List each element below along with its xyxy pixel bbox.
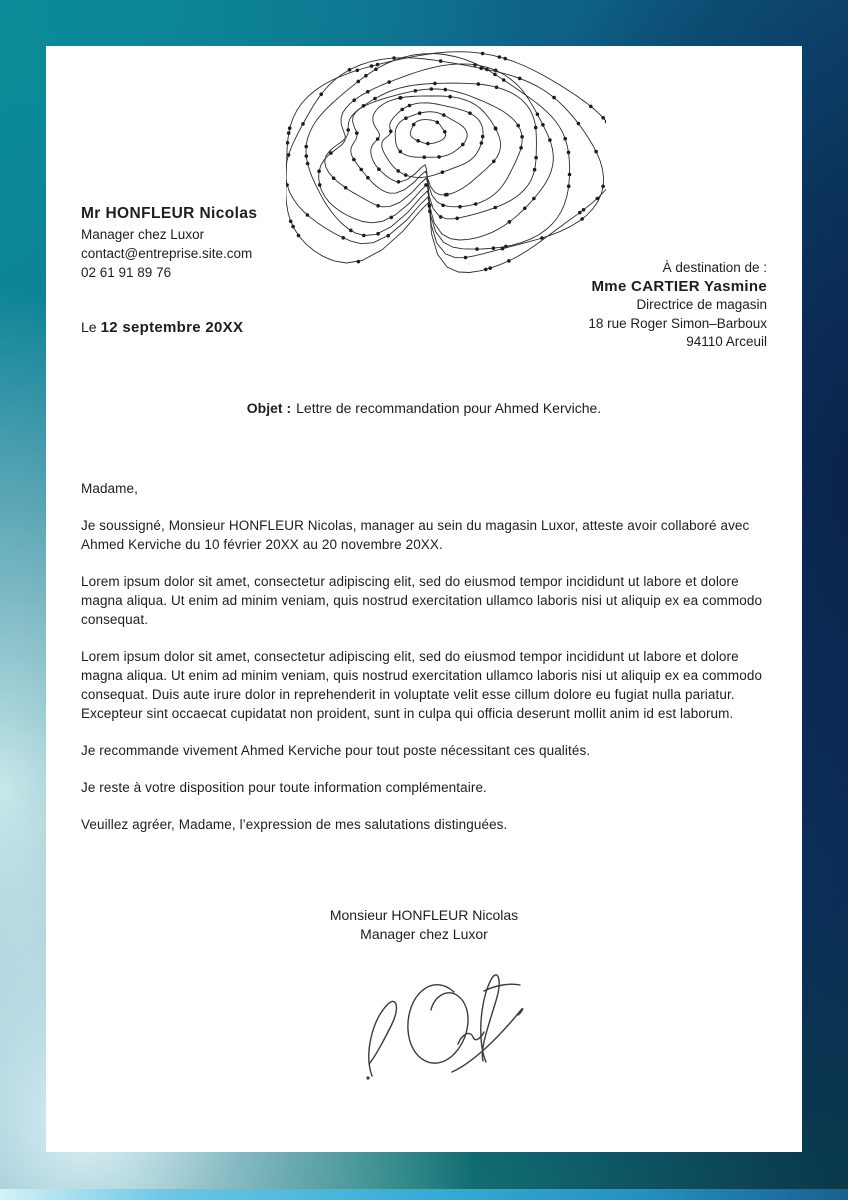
recipient-heading: À destination de : <box>662 260 767 275</box>
recipient-role: Directrice de magasin <box>636 297 767 312</box>
date-line <box>81 319 243 336</box>
paragraph-lorem-2: Lorem ipsum dolor sit amet, consectetur adipiscing elit, sed do eiusmod tempor incididunt ut labore et dolore magna aliqua. Ut enim ad minim veniam, quis nostrud exercitation ullamco laboris nisi ut aliquip ex ea commodo consequat. Duis aute irure dolor in reprehenderit in voluptate velit esse cillum dolore eu fugiat nulla pariatur. Excepteur sint occaecat cupidatat non proident, sunt in culpa qui officia deserunt mollit anim id est laborum. <box>81 649 763 721</box>
subject-line <box>46 400 802 416</box>
sender-phone: 02 61 91 89 76 <box>81 265 172 280</box>
subject-text: Lettre de recommandation pour Ahmed Kerviche. <box>296 400 602 416</box>
sender-role: Manager chez Luxor <box>81 227 205 242</box>
paragraph-closing: Veuillez agréer, Madame, l’expression de mes salutations distinguées. <box>81 817 508 832</box>
sender-block <box>81 204 257 282</box>
recipient-address-line1: 18 rue Roger Simon–Barboux <box>588 315 767 331</box>
letter-body <box>81 479 771 852</box>
salutation: Madame, <box>81 481 138 496</box>
recipient-block <box>588 259 767 352</box>
contour-graphic <box>286 46 606 282</box>
paragraph-intro: Je soussigné, Monsieur HONFLEUR Nicolas, manager au sein du magasin Luxor, atteste avoir collaboré avec Ahmed Kerviche du 10 février 20XX au 20 novembre 20XX. <box>81 518 750 552</box>
paragraph-lorem-1: Lorem ipsum dolor sit amet, consectetur adipiscing elit, sed do eiusmod tempor incididunt ut labore et dolore magna aliqua. Ut enim ad minim veniam, quis nostrud exercitation ullamco laboris nisi ut aliquip ex ea commodo consequat. <box>81 574 763 627</box>
sender-name: Mr HONFLEUR Nicolas <box>81 205 258 222</box>
handwritten-signature-icon <box>334 958 529 1098</box>
signature-role: Manager chez Luxor <box>360 925 488 942</box>
recipient-address-line2: 94110 Arceuil <box>686 334 767 349</box>
letter-page <box>46 46 802 1152</box>
signature-block <box>46 906 802 943</box>
background-bottom-strip <box>0 1189 848 1200</box>
recipient-name: Mme CARTIER Yasmine <box>591 277 767 295</box>
paragraph-availability: Je reste à votre disposition pour toute information complémentaire. <box>81 780 487 795</box>
date-value: 12 septembre 20XX <box>100 319 244 336</box>
signature-name: Monsieur HONFLEUR Nicolas <box>329 907 519 923</box>
subject-label: Objet : <box>246 400 292 416</box>
date-prefix: Le <box>81 319 97 335</box>
sender-email: contact@entreprise.site.com <box>81 246 253 261</box>
paragraph-recommendation: Je recommande vivement Ahmed Kerviche pour tout poste nécessitant ces qualités. <box>81 743 591 758</box>
